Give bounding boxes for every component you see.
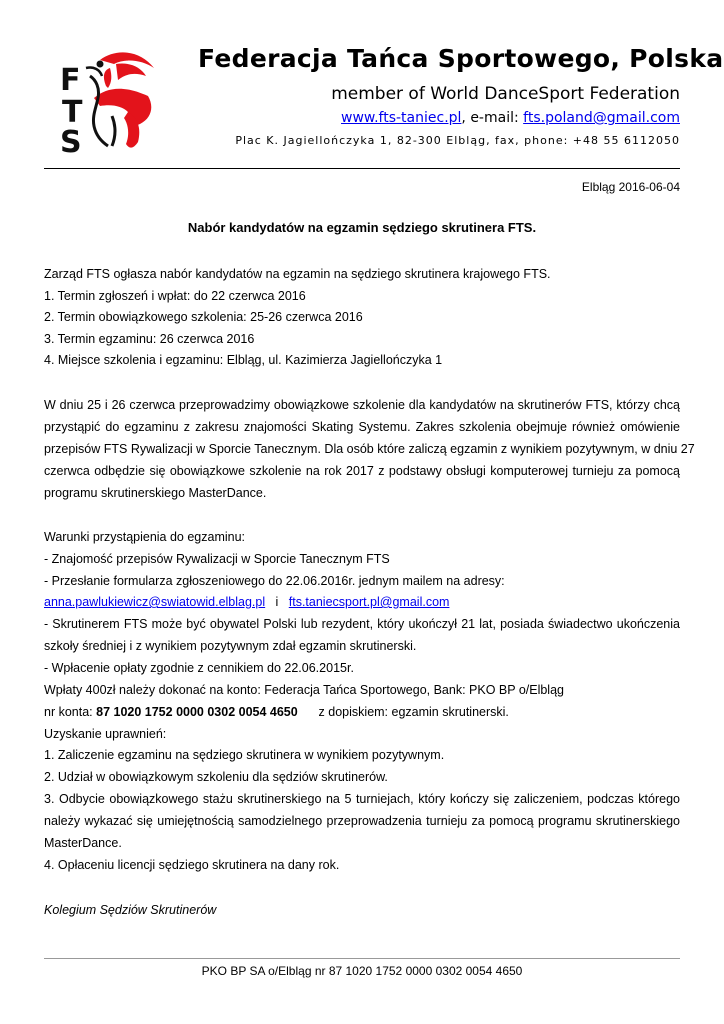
intro-line: Zarząd FTS ogłasza nabór kandydatów na egzamin na sędziego skrutinera krajowego FTS. [44, 267, 551, 281]
payment-line: Wpłaty 400zł należy dokonać na konto: Federacja Tańca Sportowego, Bank: PKO BP o/Elbląg [44, 683, 564, 697]
intro-item: 4. Miejsce szkolenia i egzaminu: Elbląg, ul. Kazimierza Jagiellończyka 1 [44, 353, 443, 367]
svg-text:F: F [60, 63, 81, 98]
paragraph-line: przepisów FTS Rywalizacji w Sporcie Tanecznym. Dla osób które zaliczą egzamin z wynikiem pozytywnym, w dniu 27 [44, 442, 695, 456]
signature: Kolegium Sędziów Skrutinerów [44, 903, 217, 917]
rights-item: 4. Opłaceniu licencji sędziego skrutinera na dany rok. [44, 858, 340, 872]
account-label: nr konta: [44, 705, 97, 719]
federation-title: Federacja Tańca Sportowego, Polska [198, 44, 724, 73]
header-divider [44, 168, 680, 169]
paragraph-line: programu skrutinerskiego MasterDance. [44, 486, 267, 500]
email-link[interactable]: fts.poland@gmail.com [523, 110, 680, 126]
account-number: 87 1020 1752 0000 0302 0054 4650 [96, 705, 298, 719]
condition-item: - Przesłanie formularza zgłoszeniowego do 22.06.2016r. jednym mailem na adresy: [44, 574, 505, 588]
website-link[interactable]: www.fts-taniec.pl [341, 110, 462, 126]
intro-item: 1. Termin zgłoszeń i wpłat: do 22 czerwca 2016 [44, 289, 306, 303]
condition-item: szkoły średniej i z wynikiem pozytywnym zdał egzamin skrutinerski. [44, 639, 417, 653]
rights-item: MasterDance. [44, 836, 122, 850]
fts-logo [56, 46, 168, 158]
paragraph-line: przystąpić do egzaminu z zakresu znajomości Skating Systemu. Zakres szkolenia obejmuje również omówienie [44, 420, 680, 434]
wdsf-membership: member of World DanceSport Federation [331, 84, 680, 104]
account-line [44, 704, 680, 720]
conditions-heading: Warunki przystąpienia do egzaminu: [44, 530, 246, 544]
email-link-anna[interactable]: anna.pawlukiewicz@swiatowid.elblag.pl [44, 595, 266, 609]
paragraph-line: czerwca odbędzie się obowiązkowe szkolenie na rok 2017 z podstawy obsługi komputerowej turnieju za pomocą [44, 464, 680, 478]
paragraph-line: W dniu 25 i 26 czerwca przeprowadzimy obowiązkowe szkolenie dla kandydatów na skrutinerów FTS, którzy chcą [44, 398, 680, 412]
rights-item: 2. Udział w obowiązkowym szkoleniu dla sędziów skrutinerów. [44, 770, 388, 784]
svg-text:T: T [62, 95, 83, 130]
address-line: Plac K. Jagiellończyka 1, 82-300 Elbląg, fax, phone: +48 55 6112050 [235, 134, 680, 147]
svg-text:S: S [60, 125, 82, 158]
email-link-fts[interactable]: fts.taniecsport.pl@gmail.com [288, 595, 450, 609]
footer-divider [44, 958, 680, 959]
account-suffix: z dopiskiem: egzamin skrutinerski. [297, 705, 509, 719]
application-emails [44, 594, 680, 610]
dancer-logo-icon [56, 46, 168, 158]
condition-item: - Skrutinerem FTS może być obywatel Polski lub rezydent, który ukończył 21 lat, posiada świadectwo ukończenia [44, 617, 680, 631]
intro-item: 3. Termin egzaminu: 26 czerwca 2016 [44, 332, 255, 346]
email-separator: i [265, 595, 289, 609]
footer-bank-info: PKO BP SA o/Elbląg nr 87 1020 1752 0000 0302 0054 4650 [201, 964, 523, 978]
email-label: , e-mail: [461, 110, 524, 126]
intro-item: 2. Termin obowiązkowego szkolenia: 25-26 czerwca 2016 [44, 310, 363, 324]
condition-item: - Znajomość przepisów Rywalizacji w Sporcie Tanecznym FTS [44, 552, 390, 566]
rights-heading: Uzyskanie uprawnień: [44, 727, 167, 741]
rights-item: należy wykazać się umiejętnością samodzielnego przeprowadzenia turnieju za pomocą programu skrutinerskiego [44, 814, 680, 828]
document-date: Elbląg 2016-06-04 [581, 180, 680, 194]
contact-line [198, 110, 680, 126]
rights-item: 3. Odbycie obowiązkowego stażu skrutinerskiego na 5 turniejach, który kończy się zaliczeniem, podczas którego [44, 792, 680, 806]
condition-item: - Wpłacenie opłaty zgodnie z cennikiem do 22.06.2015r. [44, 661, 354, 675]
rights-item: 1. Zaliczenie egzaminu na sędziego skrutinera w wynikiem pozytywnym. [44, 748, 445, 762]
document-title: Nabór kandydatów na egzamin sędziego skrutinera FTS. [187, 220, 537, 235]
